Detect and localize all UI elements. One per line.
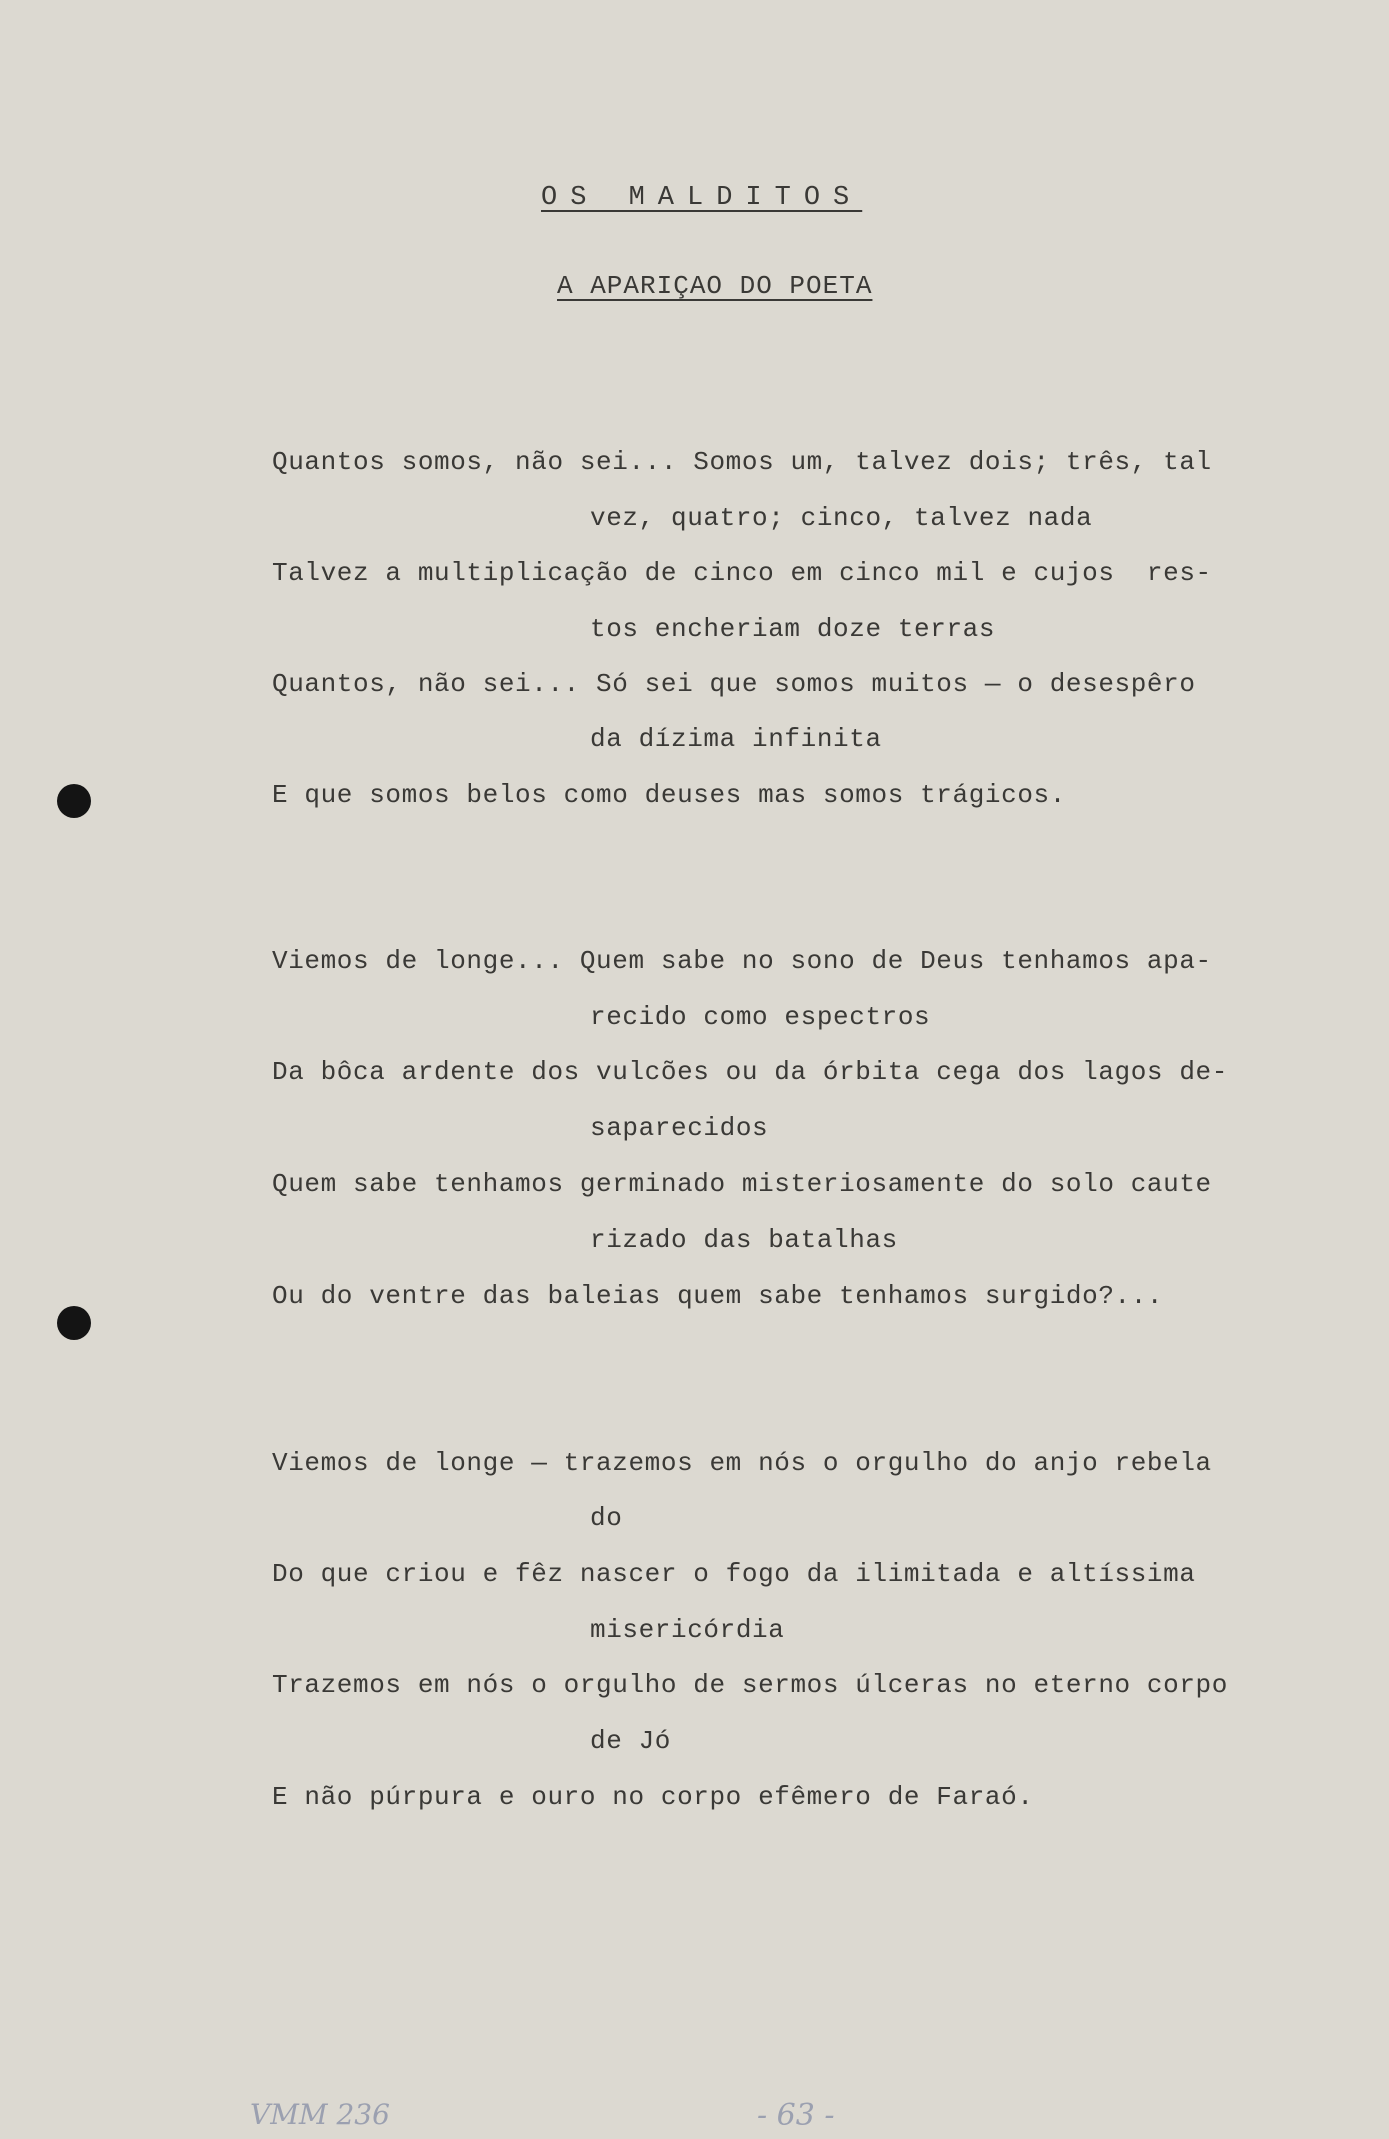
stanza-2-line-2: recido como espectros <box>590 1002 931 1032</box>
stanza-1-line-1: Quantos somos, não sei... Somos um, talvez dois; três, tal <box>272 447 1212 477</box>
stanza-2-line-1: Viemos de longe... Quem sabe no sono de Deus tenhamos apa- <box>272 946 1212 976</box>
stanza-3-line-3: Do que criou e fêz nascer o fogo da ilimitada e altíssima <box>272 1559 1196 1589</box>
stanza-3-line-1: Viemos de longe — trazemos em nós o orgulho do anjo rebela <box>272 1448 1212 1478</box>
stanza-1-line-3: Talvez a multiplicação de cinco em cinco mil e cujos res- <box>272 558 1212 588</box>
stanza-1-line-2: vez, quatro; cinco, talvez nada <box>590 503 1093 533</box>
stanza-1-line-6: da dízima infinita <box>590 724 882 754</box>
stanza-2-line-7: Ou do ventre das baleias quem sabe tenhamos surgido?... <box>272 1281 1164 1311</box>
stanza-1-line-7: E que somos belos como deuses mas somos trágicos. <box>272 780 1066 810</box>
stanza-3-line-4: misericórdia <box>590 1615 785 1645</box>
stanza-2-line-5: Quem sabe tenhamos germinado misteriosamente do solo caute <box>272 1169 1212 1199</box>
stanza-3-line-5: Trazemos em nós o orgulho de sermos úlceras no eterno corpo <box>272 1670 1228 1700</box>
page-number: - 63 - <box>757 2098 835 2133</box>
stanza-3-line-7: E não púrpura e ouro no corpo efêmero de Faraó. <box>272 1782 1034 1812</box>
punch-hole-top <box>57 784 91 818</box>
punch-hole-bottom <box>57 1306 91 1340</box>
poem-title: OS MALDITOS <box>541 183 863 213</box>
stanza-2-line-4: saparecidos <box>590 1113 769 1143</box>
stanza-2-line-3: Da bôca ardente dos vulcões ou da órbita cega dos lagos de- <box>272 1057 1228 1087</box>
stanza-3-line-2: do <box>590 1503 623 1533</box>
poem-subtitle: A APARIÇAO DO POETA <box>557 271 873 301</box>
stanza-1-line-5: Quantos, não sei... Só sei que somos muitos — o desespêro <box>272 669 1196 699</box>
stanza-1-line-4: tos encheriam doze terras <box>590 614 996 644</box>
stanza-2-line-6: rizado das batalhas <box>590 1225 898 1255</box>
archive-note: VMM 236 <box>250 2098 390 2131</box>
stanza-3-line-6: de Jó <box>590 1726 672 1756</box>
